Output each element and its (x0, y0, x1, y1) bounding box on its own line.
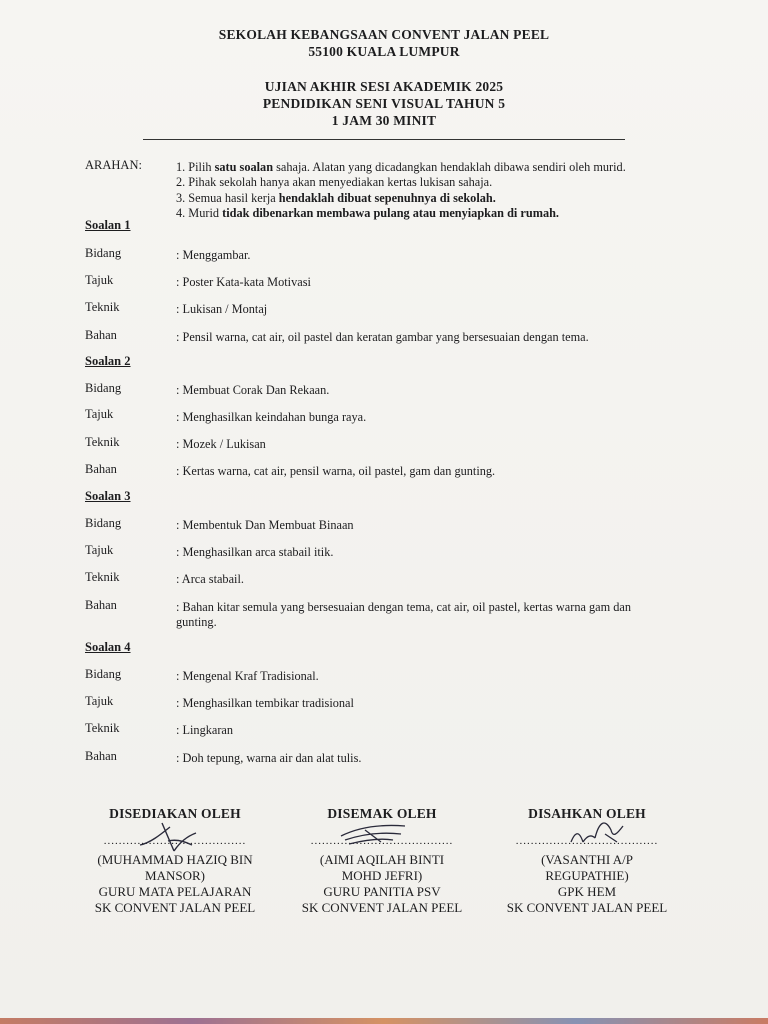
field-value: : Doh tepung, warna air dan alat tulis. (176, 751, 362, 765)
question-title: Soalan 3 (85, 489, 131, 503)
field-value: : Membentuk Dan Membuat Binaan (176, 518, 354, 532)
field-label: Bidang (85, 516, 122, 530)
instruction-item: 1. Pilih satu soalan sahaja. Alatan yang dicadangkan hendaklah dibawa sendiri oleh murid. (176, 160, 626, 174)
field-label: Bahan (85, 328, 117, 342)
school-name: SEKOLAH KEBANGSAAN CONVENT JALAN PEEL (218, 27, 550, 42)
signer-school: SK CONVENT JALAN PEEL (506, 900, 668, 915)
signature-role: DISAHKAN OLEH (528, 806, 646, 821)
signer-position: GURU PANITIA PSV (323, 884, 441, 899)
signer-name: (MUHAMMAD HAZIQ BIN (97, 852, 253, 867)
field-value: : Menghasilkan arca stabail itik. (176, 545, 334, 559)
field-label: Tajuk (85, 273, 114, 287)
signer-position: GPK HEM (557, 884, 617, 899)
field-label: Teknik (85, 721, 120, 735)
field-value: : Menggambar. (176, 248, 251, 262)
signature-line: ...................................... (103, 836, 247, 846)
signer-name-cont: MOHD JEFRI) (341, 868, 423, 883)
header-divider (143, 139, 625, 140)
field-label: Tajuk (85, 543, 114, 557)
field-value: : Membuat Corak Dan Rekaan. (176, 383, 330, 397)
question-title: Soalan 4 (85, 640, 131, 654)
question-title: Soalan 1 (85, 218, 131, 232)
exam-duration: 1 JAM 30 MINIT (331, 113, 437, 128)
field-label: Bidang (85, 246, 122, 260)
signature-role: DISEDIAKAN OLEH (109, 806, 241, 821)
exam-title: UJIAN AKHIR SESI AKADEMIK 2025 (264, 79, 504, 94)
signer-school: SK CONVENT JALAN PEEL (94, 900, 256, 915)
instructions-list (176, 160, 626, 221)
field-value: : Bahan kitar semula yang bersesuaian dengan tema, cat air, oil pastel, kertas warna gam dan gunting. (176, 600, 632, 629)
field-value: : Kertas warna, cat air, pensil warna, oil pastel, gam dan gunting. (176, 464, 496, 478)
signature-role: DISEMAK OLEH (327, 806, 437, 821)
field-label: Tajuk (85, 694, 114, 708)
field-label: Bidang (85, 667, 122, 681)
field-value: : Poster Kata-kata Motivasi (176, 275, 311, 289)
handwritten-signature (130, 815, 210, 855)
field-label: Bahan (85, 598, 117, 612)
field-value: : Menghasilkan keindahan bunga raya. (176, 410, 367, 424)
subject-title: PENDIDIKAN SENI VISUAL TAHUN 5 (262, 96, 506, 111)
field-value: : Lingkaran (176, 723, 234, 737)
field-label: Teknik (85, 435, 120, 449)
field-value: : Menghasilkan tembikar tradisional (176, 696, 354, 710)
signer-name: (AIMI AQILAH BINTI (319, 852, 445, 867)
signer-school: SK CONVENT JALAN PEEL (301, 900, 463, 915)
school-header (0, 26, 768, 60)
question-title: Soalan 2 (85, 354, 131, 368)
instruction-item: 4. Murid tidak dibenarkan membawa pulang atau menyiapkan di rumah. (176, 205, 560, 220)
school-address: 55100 KUALA LUMPUR (308, 44, 460, 59)
instruction-item: 2. Pihak sekolah hanya akan menyediakan kertas lukisan sahaja. (176, 175, 493, 190)
field-value: : Mengenal Kraf Tradisional. (176, 669, 319, 683)
page-edge-strip (0, 1018, 768, 1024)
instructions-label: ARAHAN: (85, 158, 142, 172)
field-value: : Lukisan / Montaj (176, 302, 268, 316)
field-value: : Pensil warna, cat air, oil pastel dan keratan gambar yang bersesuaian dengan tema. (176, 330, 589, 344)
field-value: : Arca stabail. (176, 572, 244, 586)
signer-name-cont: REGUPATHIE) (545, 868, 629, 883)
field-label: Teknik (85, 300, 120, 314)
signature-line: ...................................... (515, 836, 659, 846)
field-label: Bidang (85, 381, 122, 395)
signer-position: GURU MATA PELAJARAN (98, 884, 252, 899)
exam-header (0, 78, 768, 129)
field-label: Tajuk (85, 407, 114, 421)
field-label: Teknik (85, 570, 120, 584)
signer-name-cont: MANSOR) (145, 868, 205, 883)
field-label: Bahan (85, 462, 117, 476)
field-value: : Mozek / Lukisan (176, 437, 266, 451)
signature-line: ...................................... (310, 836, 454, 846)
handwritten-signature (335, 818, 415, 848)
signer-name: (VASANTHI A/P (541, 852, 633, 867)
handwritten-signature (565, 812, 635, 852)
instruction-item: 3. Semua hasil kerja hendaklah dibuat sepenuhnya di sekolah. (176, 190, 496, 205)
field-label: Bahan (85, 749, 117, 763)
